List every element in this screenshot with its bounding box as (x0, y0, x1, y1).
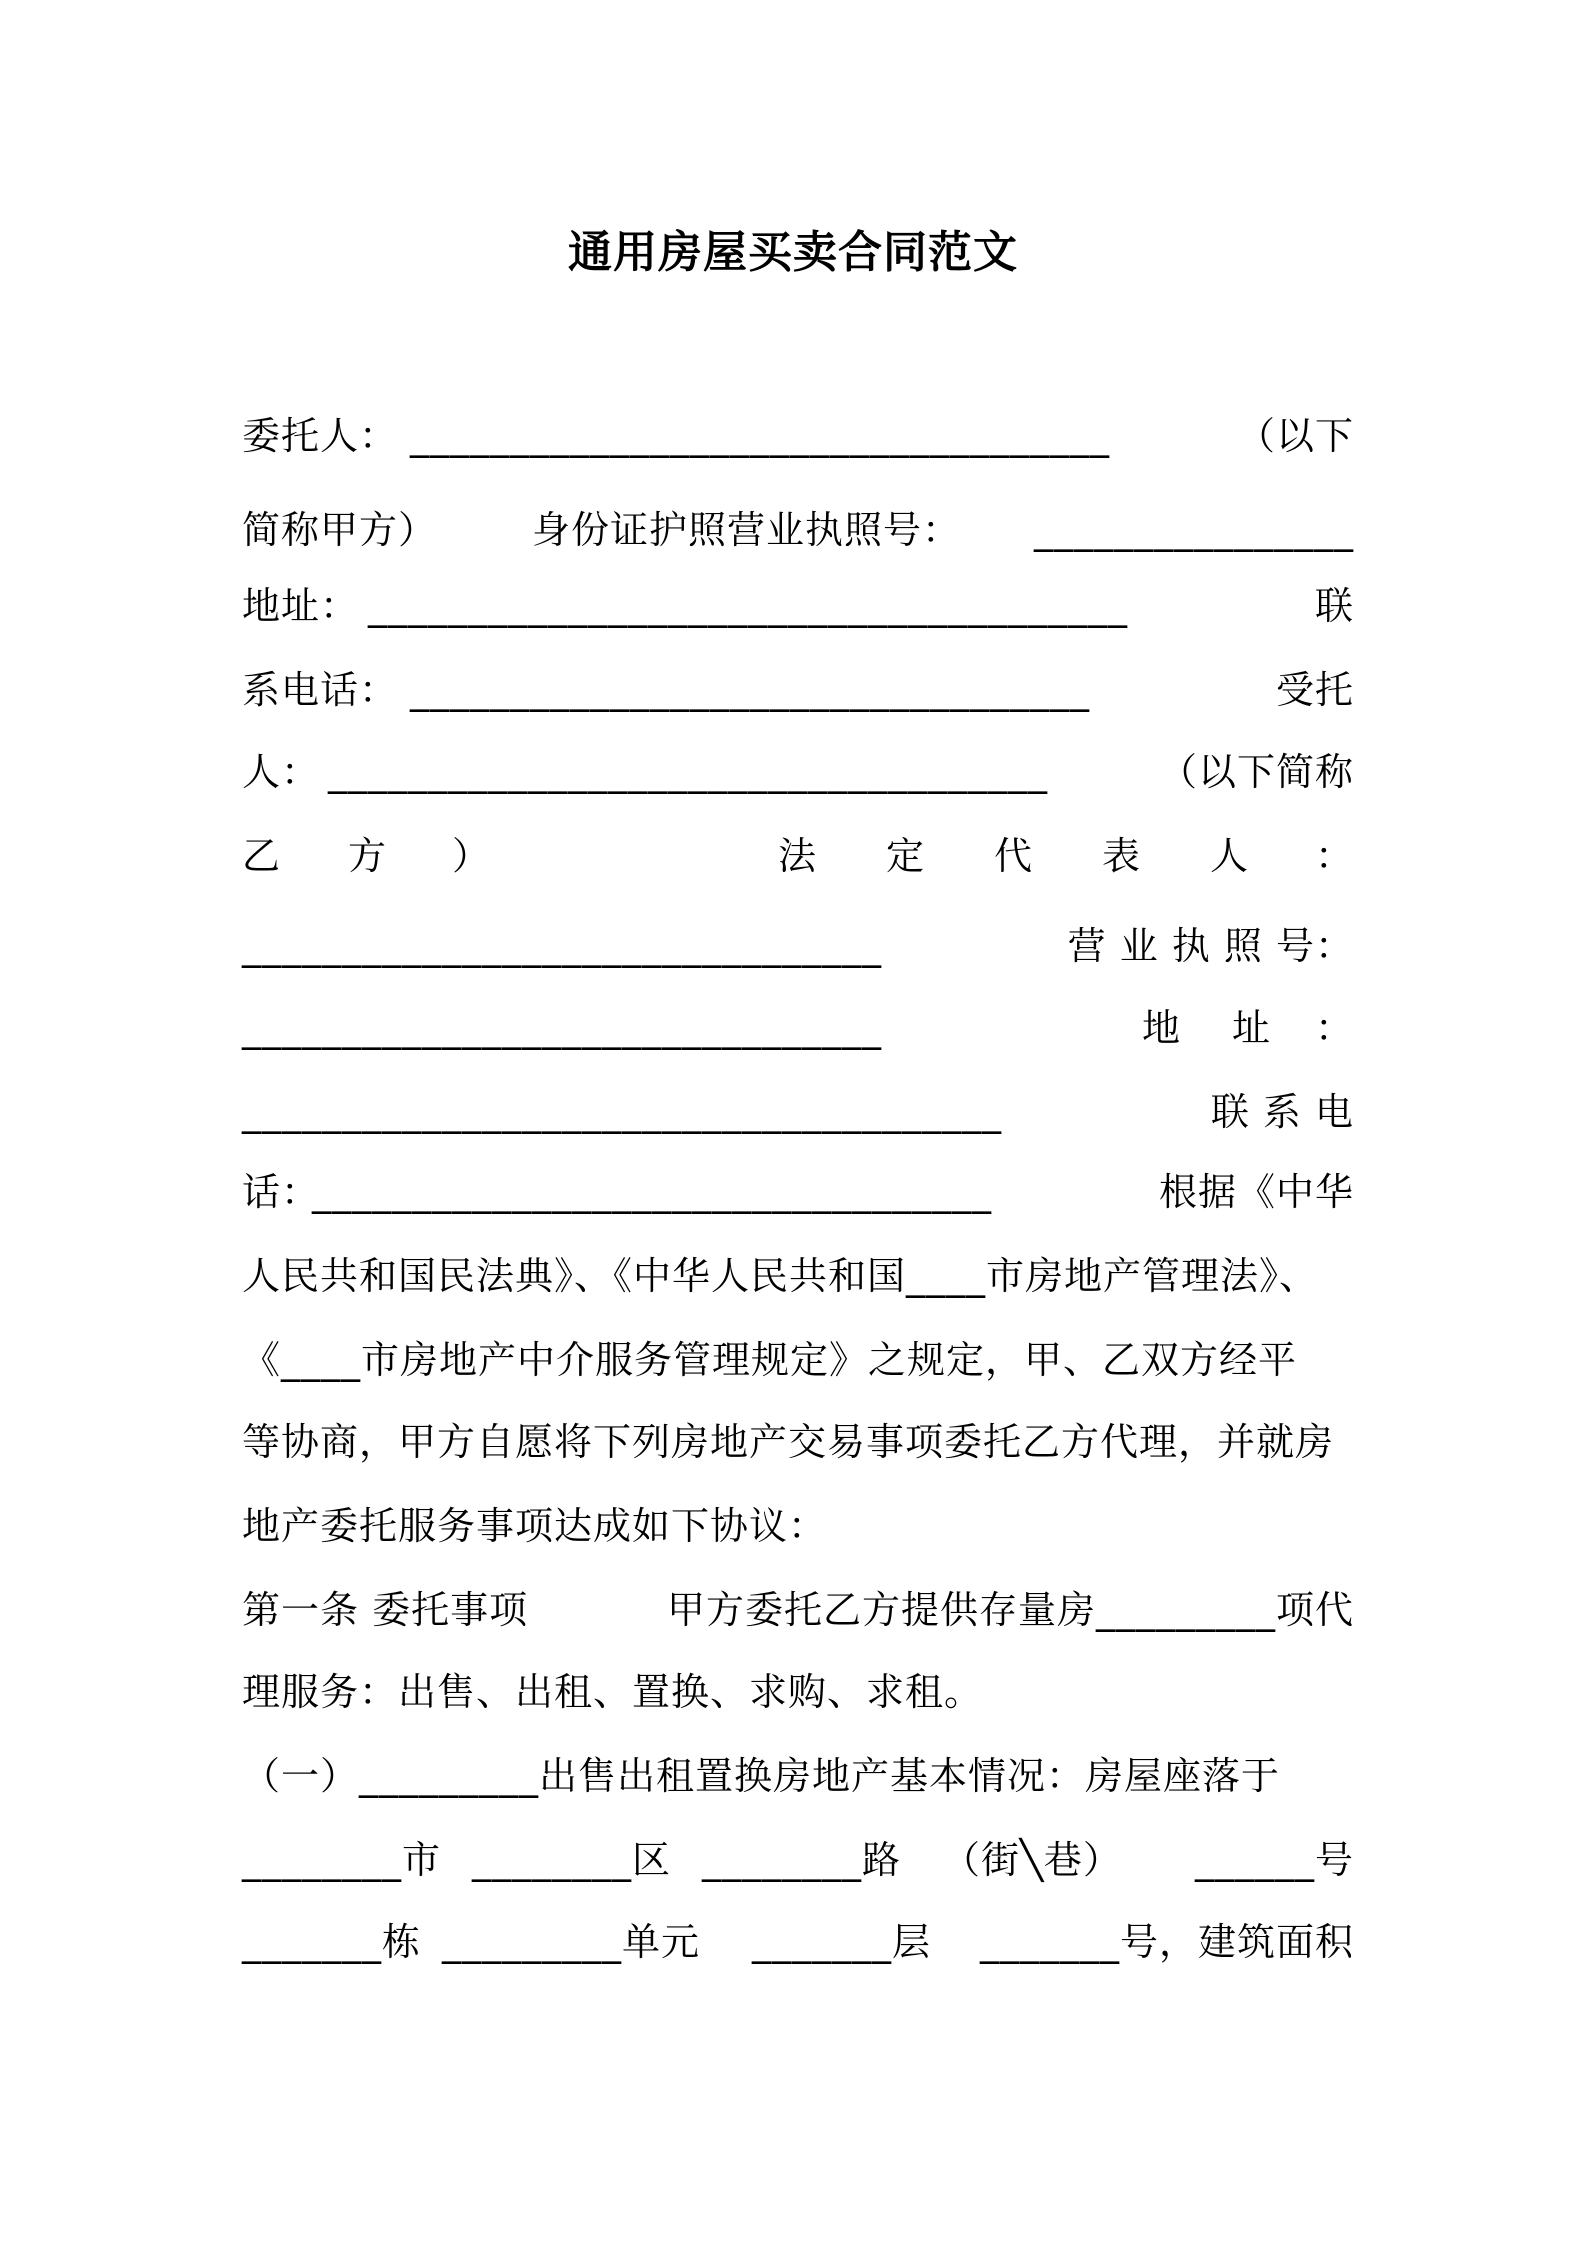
body-line (242, 1082, 1354, 1142)
address-field: _______栋 (242, 1920, 422, 1964)
blank-field: ________________________________ (242, 1006, 882, 1050)
line-text: 理服务：出售、出租、置换、求购、求租。 (242, 1670, 984, 1714)
address-field: _______层 (752, 1920, 932, 1964)
blank-field: ______________________________________ (242, 1090, 1002, 1134)
blank-field: ________________ (1034, 508, 1354, 552)
body-line (242, 576, 1354, 636)
body-line (242, 660, 1354, 720)
blank-field: __________________________________ (410, 668, 1090, 712)
line-text: 简称甲方） (242, 508, 438, 552)
line-text: ） (452, 834, 492, 878)
line-text: 根据《中华 (1158, 1170, 1354, 1214)
line-text: 方 (348, 834, 388, 878)
address-field: _______号，建筑面积 (979, 1920, 1354, 1964)
line-text: 法 (778, 834, 818, 878)
line-text: 址 (1232, 1006, 1272, 1050)
line-text: 代 (994, 834, 1034, 878)
line-text: ： (1314, 1006, 1354, 1050)
line-text: 地 (1142, 1006, 1182, 1050)
body-line (242, 1496, 1354, 1556)
address-field: ________市 (242, 1838, 442, 1882)
body-line (242, 406, 1354, 466)
line-text: 委托人： (242, 414, 399, 458)
line-text: 人： (242, 750, 321, 794)
line-text: 乙 (242, 834, 282, 878)
address-field: ________区 (472, 1838, 672, 1882)
body-line (242, 742, 1354, 802)
line-text: 受托 (1275, 668, 1354, 712)
body-line (242, 1330, 1354, 1390)
blank-field: ______________________________________ (368, 584, 1128, 628)
line-text: （以下 (1236, 414, 1354, 458)
line-text: 联 (1314, 584, 1354, 628)
body-line (242, 1162, 1354, 1222)
body-line (242, 1746, 1354, 1806)
body-line (242, 1662, 1354, 1722)
line-text: 等协商，甲方自愿将下列房地产交易事项委托乙方代理，并就房 (242, 1420, 1335, 1464)
article-heading: 第一条 委托事项 (242, 1588, 529, 1632)
body-line (242, 998, 1354, 1058)
line-text: 营 业 执 照 号： (1067, 924, 1354, 968)
line-text: 定 (886, 834, 926, 878)
blank-field: ________________________________ (242, 924, 882, 968)
line-text: 联 系 电 (1210, 1090, 1354, 1134)
body-line (242, 1912, 1354, 1972)
line-text: 地址： (242, 584, 360, 628)
line-text: 表 (1102, 834, 1142, 878)
body-line (242, 1246, 1354, 1306)
address-field: （街╲巷） (942, 1838, 1122, 1882)
line-text: 人 (1210, 834, 1250, 878)
line-text: 人民共和国民法典》、《中华人民共和国____市房地产管理法》、 (242, 1254, 1319, 1298)
address-field: ________路 (702, 1838, 902, 1882)
line-text: 系电话： (242, 668, 399, 712)
line-text: （以下简称 (1158, 750, 1354, 794)
line-text: 《____市房地产中介服务管理规定》之规定，甲、乙双方经平 (242, 1338, 1298, 1382)
address-field: _________单元 (442, 1920, 701, 1964)
body-line (242, 826, 1354, 886)
blank-field: __________________________________ (312, 1170, 992, 1214)
line-text: （一）_________出售出租置换房地产基本情况：房屋座落于 (242, 1754, 1281, 1798)
address-field: ______号 (1194, 1838, 1354, 1882)
line-text: 地产委托服务事项达成如下协议： (242, 1504, 828, 1548)
line-text: 话： (242, 1170, 321, 1214)
body-line (242, 1412, 1354, 1472)
line-text: 甲方委托乙方提供存量房_________项代 (666, 1588, 1354, 1632)
line-text: 身份证护照营业执照号： (532, 508, 962, 552)
body-line (242, 500, 1354, 560)
body-line (242, 916, 1354, 976)
document-title: 通用房屋买卖合同范文 (568, 227, 1018, 278)
line-text: ： (1314, 834, 1354, 878)
body-line (242, 1830, 1354, 1890)
blank-field: ____________________________________ (328, 750, 1048, 794)
body-line (242, 1580, 1354, 1640)
blank-field: ___________________________________ (410, 414, 1110, 458)
